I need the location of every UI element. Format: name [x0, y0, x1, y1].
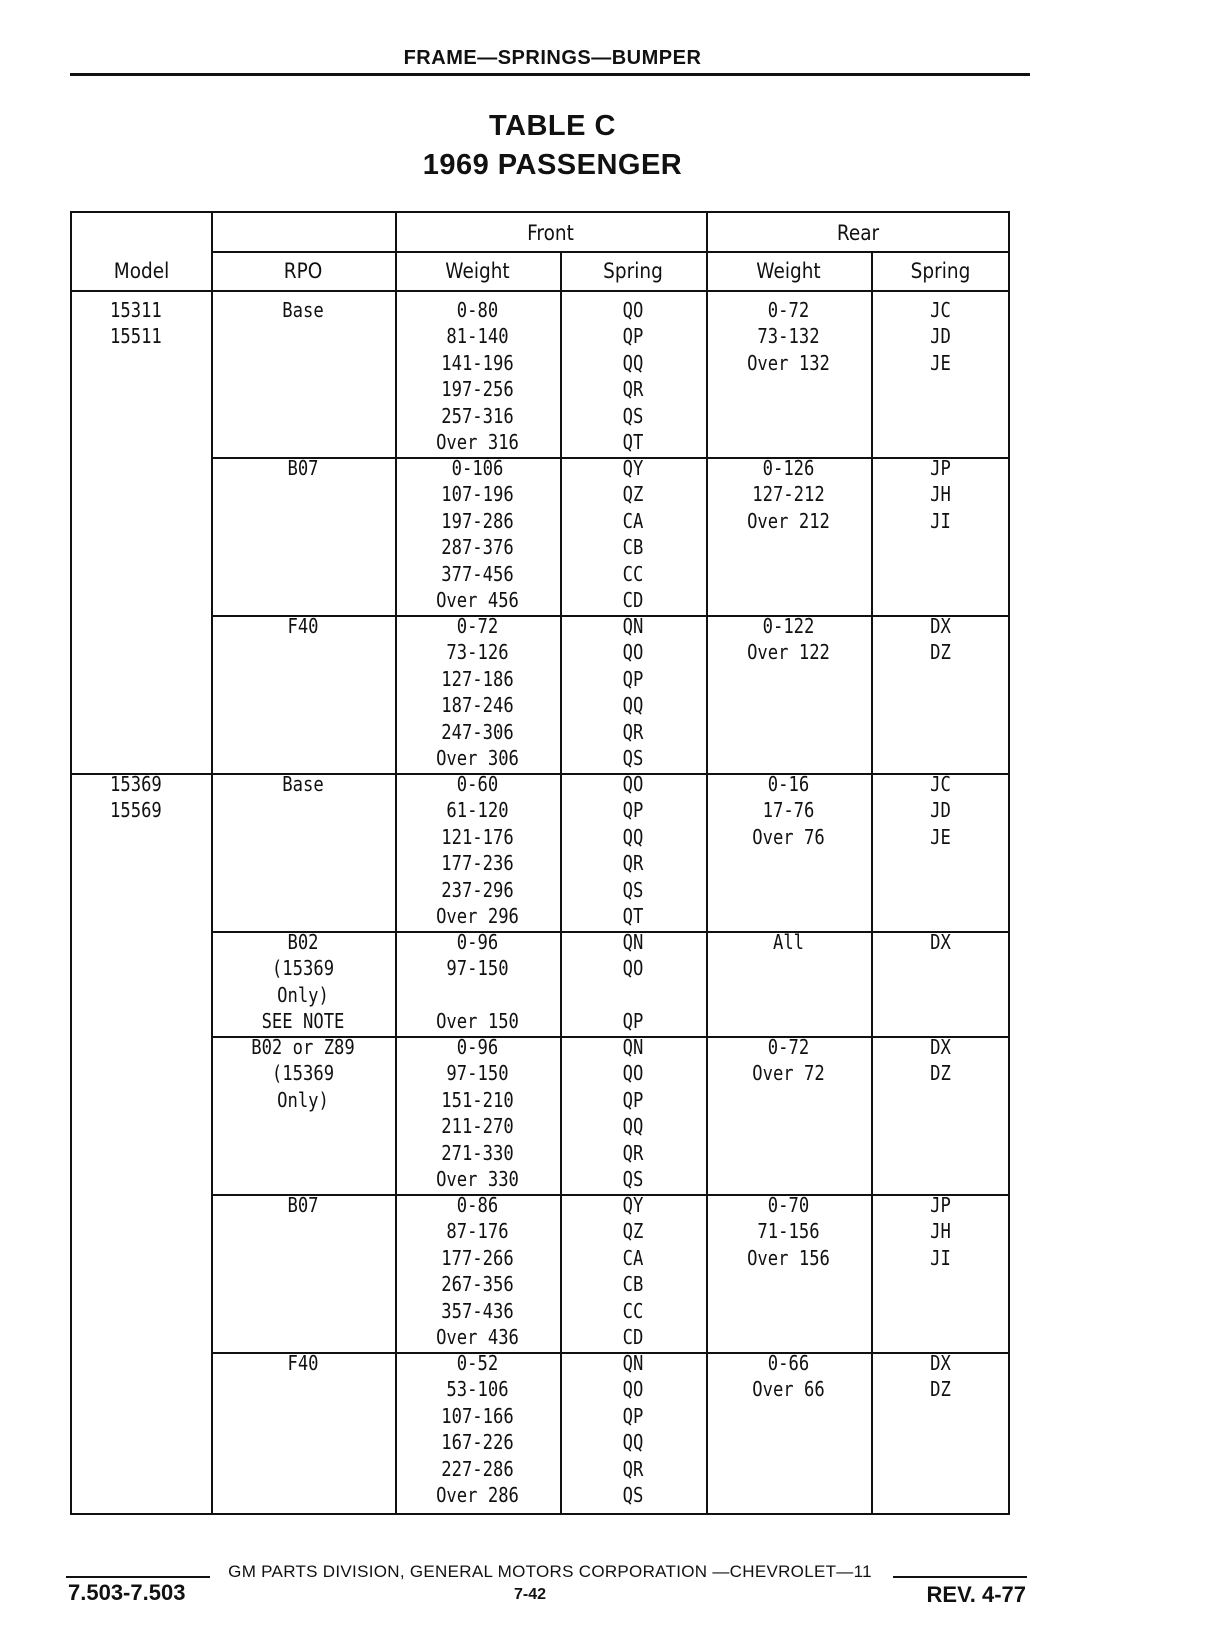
rpo-cell: F40	[287, 614, 319, 638]
col-header-rear-spring: Spring	[910, 259, 971, 283]
footer-rule-right	[893, 1576, 1027, 1578]
col-divider	[211, 213, 213, 1513]
rpo-cell: B07	[287, 456, 319, 480]
front-spring-cell: QN QO QP QQ QR QS	[622, 1351, 644, 1508]
front-spring-cell: QN QO QP QQ QR QS	[622, 614, 644, 771]
rear-weight-cell: 0-70 71-156 Over 156	[747, 1193, 830, 1270]
rear-weight-cell: 0-122 Over 122	[747, 614, 830, 665]
header-rule-bottom	[72, 290, 1008, 292]
col-divider	[706, 213, 708, 1513]
model-cell: 15311 15511	[110, 298, 162, 349]
col-header-model: Model	[113, 259, 170, 283]
col-header-rear: Rear	[836, 221, 880, 245]
rpo-cell: B02 or Z89 (15369 Only)	[251, 1035, 355, 1112]
rear-spring-cell: JP JH JI	[930, 456, 951, 533]
front-spring-cell: QO QP QQ QR QS QT	[622, 772, 644, 929]
col-header-rpo: RPO	[283, 259, 323, 283]
rear-weight-cell: All	[772, 930, 805, 954]
rear-spring-cell: DX	[930, 930, 951, 954]
rpo-cell: Base	[282, 772, 324, 796]
table-title: TABLE C	[488, 110, 616, 142]
footer-publisher: GM PARTS DIVISION, GENERAL MOTORS CORPORATION —CHEVROLET—11	[228, 1562, 872, 1581]
header-rule-inner	[211, 251, 1008, 253]
col-header-rear-weight: Weight	[756, 259, 821, 283]
rear-spring-cell: DX DZ	[930, 1035, 951, 1086]
model-cell: 15369 15569	[110, 772, 162, 823]
rear-spring-cell: JC JD JE	[930, 772, 951, 849]
rear-weight-cell: 0-66 Over 66	[752, 1351, 825, 1402]
col-divider	[560, 251, 562, 1513]
col-header-front: Front	[527, 221, 574, 245]
front-weight-cell: 0-96 97-150 151-210 211-270 271-330 Over 330	[436, 1035, 519, 1192]
front-spring-cell: QN QO QP	[622, 930, 644, 1034]
rear-spring-cell: JC JD JE	[930, 298, 951, 375]
header-rule	[70, 73, 1030, 76]
front-weight-cell: 0-60 61-120 121-176 177-236 237-296 Over 296	[436, 772, 519, 929]
col-divider	[871, 251, 873, 1513]
rear-spring-cell: JP JH JI	[930, 1193, 951, 1270]
front-weight-cell: 0-72 73-126 127-186 187-246 247-306 Over 306	[436, 614, 519, 771]
section-header-title: FRAME—SPRINGS—BUMPER	[403, 47, 702, 69]
front-spring-cell: QN QO QP QQ QR QS	[622, 1035, 644, 1192]
rpo-cell: Base	[282, 298, 324, 322]
front-weight-cell: 0-80 81-140 141-196 197-256 257-316 Over 316	[436, 298, 519, 455]
col-header-front-spring: Spring	[603, 259, 663, 283]
col-divider	[395, 213, 397, 1513]
rpo-cell: B02 (15369 Only) SEE NOTE	[261, 930, 345, 1034]
front-spring-cell: QY QZ CA CB CC CD	[622, 1193, 644, 1350]
rpo-cell: B07	[287, 1193, 319, 1217]
front-weight-cell: 0-86 87-176 177-266 267-356 357-436 Over 436	[436, 1193, 519, 1350]
rear-weight-cell: 0-72 73-132 Over 132	[747, 298, 830, 375]
revision-label: REV. 4-77	[926, 1582, 1026, 1607]
rear-weight-cell: 0-16 17-76 Over 76	[752, 772, 825, 849]
front-weight-cell: 0-96 97-150 Over 150	[436, 930, 519, 1034]
rear-weight-cell: 0-126 127-212 Over 212	[747, 456, 830, 533]
table-subtitle: 1969 PASSENGER	[422, 149, 683, 181]
front-weight-cell: 0-106 107-196 197-286 287-376 377-456 Over 456	[436, 456, 519, 613]
footer-rule-left	[66, 1576, 210, 1578]
rear-weight-cell: 0-72 Over 72	[752, 1035, 825, 1086]
rear-spring-cell: DX DZ	[930, 1351, 951, 1402]
col-header-front-weight: Weight	[445, 259, 510, 283]
page-number: 7-42	[513, 1586, 547, 1603]
front-spring-cell: QO QP QQ QR QS QT	[622, 298, 644, 455]
front-spring-cell: QY QZ CA CB CC CD	[622, 456, 644, 613]
front-weight-cell: 0-52 53-106 107-166 167-226 227-286 Over 286	[436, 1351, 519, 1508]
group-code: 7.503-7.503	[68, 1580, 186, 1605]
rear-spring-cell: DX DZ	[930, 614, 951, 665]
spring-table	[70, 211, 1010, 1515]
rpo-cell: F40	[287, 1351, 319, 1375]
